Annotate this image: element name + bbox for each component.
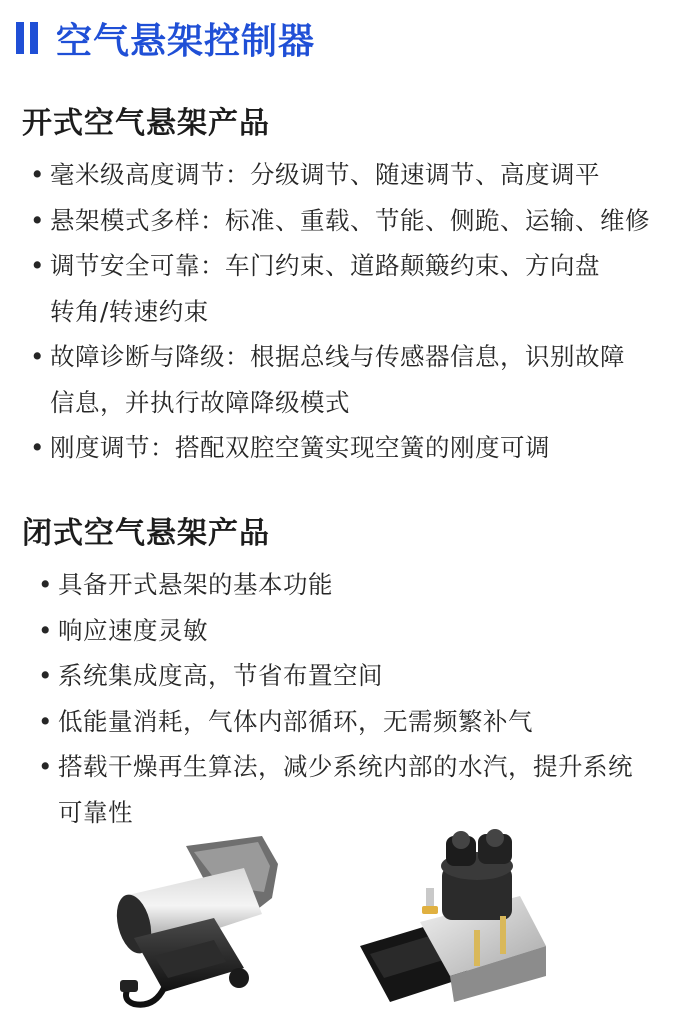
closed-system-valve-block-icon <box>350 826 560 1016</box>
title-accent-bars <box>16 22 38 54</box>
list-item: • 刚度调节：搭配双腔空簧实现空簧的刚度可调 <box>22 425 662 471</box>
open-section-heading: 开式空气悬架产品 <box>22 106 270 141</box>
list-item: • 悬架模式多样：标准、重载、节能、侧跪、运输、维修 <box>22 198 662 244</box>
accent-bar <box>30 22 38 54</box>
page-title-bar <box>16 14 315 62</box>
list-item: • 故障诊断与降级：根据总线与传感器信息，识别故障信息，并执行故障降级模式 <box>22 334 625 425</box>
closed-suspension-section <box>22 508 662 835</box>
closed-section-heading: 闭式空气悬架产品 <box>22 516 270 551</box>
list-item: • 响应速度灵敏 <box>30 608 662 654</box>
list-item: • 低能量消耗，气体内部循环，无需频繁补气 <box>30 699 662 745</box>
list-item: • 搭载干燥再生算法，减少系统内部的水汽，提升系统可靠性 <box>30 744 638 835</box>
list-item: • 具备开式悬架的基本功能 <box>30 562 662 608</box>
page-title: 空气悬架控制器 <box>56 20 316 62</box>
open-feature-list <box>22 152 662 471</box>
open-suspension-section <box>22 98 662 471</box>
list-item: • 系统集成度高，节省布置空间 <box>30 653 662 699</box>
list-item: • 调节安全可靠：车门约束、道路颠簸约束、方向盘转角/转速约束 <box>22 243 610 334</box>
air-compressor-icon <box>94 828 294 1018</box>
closed-feature-list <box>22 562 662 835</box>
list-item: • 毫米级高度调节：分级调节、随速调节、高度调平 <box>22 152 662 198</box>
accent-bar <box>16 22 24 54</box>
